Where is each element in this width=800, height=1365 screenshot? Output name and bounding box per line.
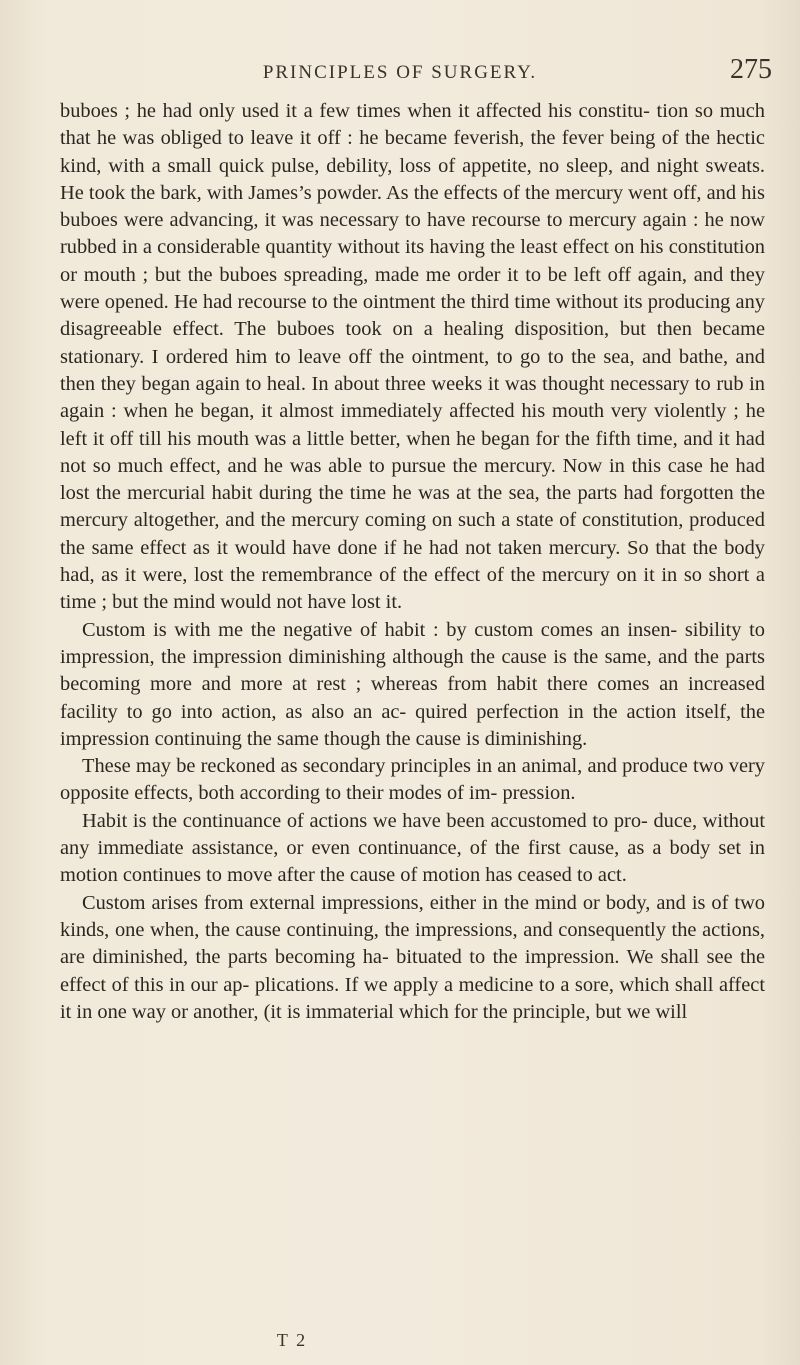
signature-text: T 2	[276, 1330, 308, 1350]
paragraph-3: These may be reckoned as secondary principles in an animal, and produce two very opposite effects, both according to their modes of im- pression.	[60, 755, 765, 805]
body-text	[60, 98, 765, 1026]
paragraph-2: Custom is with me the negative of habit : by custom comes an insen- sibility to impression, the impression diminishing although the cause is the same, and the parts becoming more and more at rest ; whereas from habit there comes an increased facility to go into action, as also an ac- quired perfection in the action itself, the impression continuing the same though the cause is diminishing.	[60, 618, 765, 750]
paragraph-5: Custom arises from external impressions, either in the mind or body, and is of two kinds, one when, the cause continuing, the impressions, and consequently the actions, are diminished, the parts becoming ha- bituated to the impression. We shall see the effect of this in our ap- plications. If we apply a medicine to a sore, which shall affect it in one way or another, (it is immaterial which for the principle, but we will	[60, 891, 765, 1023]
page-header	[0, 54, 800, 92]
paragraph-4: Habit is the continuance of actions we have been accustomed to pro- duce, without any immediate assistance, or even continuance, of the first cause, as a body set in motion continues to move after the cause of motion has ceased to act.	[60, 809, 765, 887]
paragraph-1: buboes ; he had only used it a few times when it affected his constitu- tion so much that he was obliged to leave it off : he became feverish, the fever being of the hectic kind, with a small quick pulse, debility, loss of appetite, no sleep, and night sweats. He took the bark, with James’s powder. As the effects of the mercury went off, and his buboes were advancing, it was necessary to have recourse to mercury again : he now rubbed in a considerable quantity without its having the least effect on his constitution or mouth ; but the buboes spreading, made me order it to be left off again, and they were opened. He had recourse to the ointment the third time without its producing any disagreeable effect. The buboes took on a healing disposition, but then became stationary. I ordered him to leave off the ointment, to go to the sea, and bathe, and then they began again to heal. In about three weeks it was thought necessary to rub in again : when he began, it almost immediately affected his mouth very violently ; he left it off till his mouth was a little better, when he began for the fifth time, and it had not so much effect, and he was able to pursue the mercury. Now in this case he had lost the mercurial habit during the time he was at the sea, the parts had forgotten the mercury altogether, and the mercury coming on such a state of constitution, produced the same effect as it would have done if he had not taken mercury. So that the body had, as it were, lost the remembrance of the effect of the mercury on it in so short a time ; but the mind would not have lost it.	[60, 100, 765, 614]
running-title: PRINCIPLES OF SURGERY.	[262, 62, 538, 83]
page-number: 275	[730, 54, 772, 85]
signature-mark	[0, 1330, 800, 1351]
